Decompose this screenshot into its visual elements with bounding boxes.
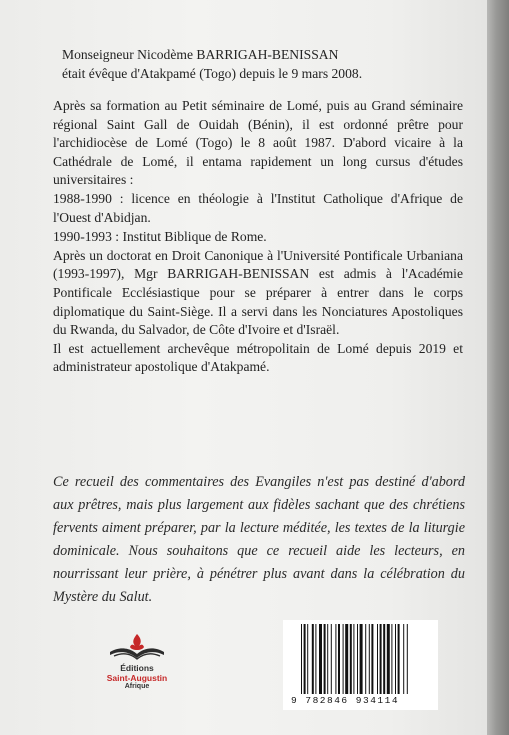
isbn-barcode — [283, 620, 438, 710]
book-blurb: Ce recueil des commentaires des Evangiles n'est pas destiné d'abord aux prêtres, mais plus largement aux fidèles sachant que des chrétiens fervents aiment préparer, par la lecture méditée, les textes de la liturgie dominicale. Nous souhaitons que ce recueil aide les lecteurs, en nourrissant leur prière, à pénétrer plus avant dans la célébration du Mystère du Salut. — [53, 474, 465, 605]
author-intro-line-2: était évêque d'Atakpamé (Togo) depuis le 9 mars 2008. — [62, 65, 363, 81]
isbn-number: 9 782846 934114 — [291, 695, 400, 706]
bio-paragraph-rome: 1990-1993 : Institut Biblique de Rome. — [53, 229, 267, 245]
author-intro — [62, 46, 442, 83]
publisher-logo — [92, 632, 182, 702]
publisher-name-line-3: Afrique — [124, 683, 150, 690]
bio-paragraph-doctorate: Après un doctorat en Droit Canonique à l'Université Pontificale Urbaniana (1993-1997), Mgr BARRIGAH-BENISSAN est admis à l'Académie Pontificale Ecclésiastique pour se préparer à entrer dans le corps diplomatique du Saint-Siège. Il a servi dans les Nonciatures Apostoliques du Rwanda, du Salvador, de Côte d'Ivoire et d'Israël. — [53, 247, 463, 338]
publisher-name-line-2: Saint-Augustin — [106, 673, 168, 683]
barcode-icon — [301, 624, 435, 694]
book-flame-logo-icon — [106, 632, 168, 662]
book-spine — [487, 0, 509, 735]
publisher-name-line-1: Éditions — [120, 663, 154, 673]
author-intro-line-1: Monseigneur Nicodème BARRIGAH-BENISSAN — [62, 47, 339, 62]
author-biography — [53, 97, 463, 377]
bio-paragraph-formation: Après sa formation au Petit séminaire de Lomé, puis au Grand séminaire régional Saint Gall de Ouidah (Bénin), il est ordonné prêtre pour l'archidiocèse de Lomé (Togo) le 8 août 1987. D'abord vicaire à la Cathédrale de Lomé, il entama rapidement un long cursus d'études universitaires : — [53, 98, 463, 188]
bio-paragraph-current: Il est actuellement archevêque métropolitain de Lomé depuis 2019 et administrateur apostolique d'Atakpamé. — [53, 340, 463, 375]
bio-paragraph-licence: 1988-1990 : licence en théologie à l'Institut Catholique d'Afrique de l'Ouest d'Abidjan. — [53, 190, 463, 225]
